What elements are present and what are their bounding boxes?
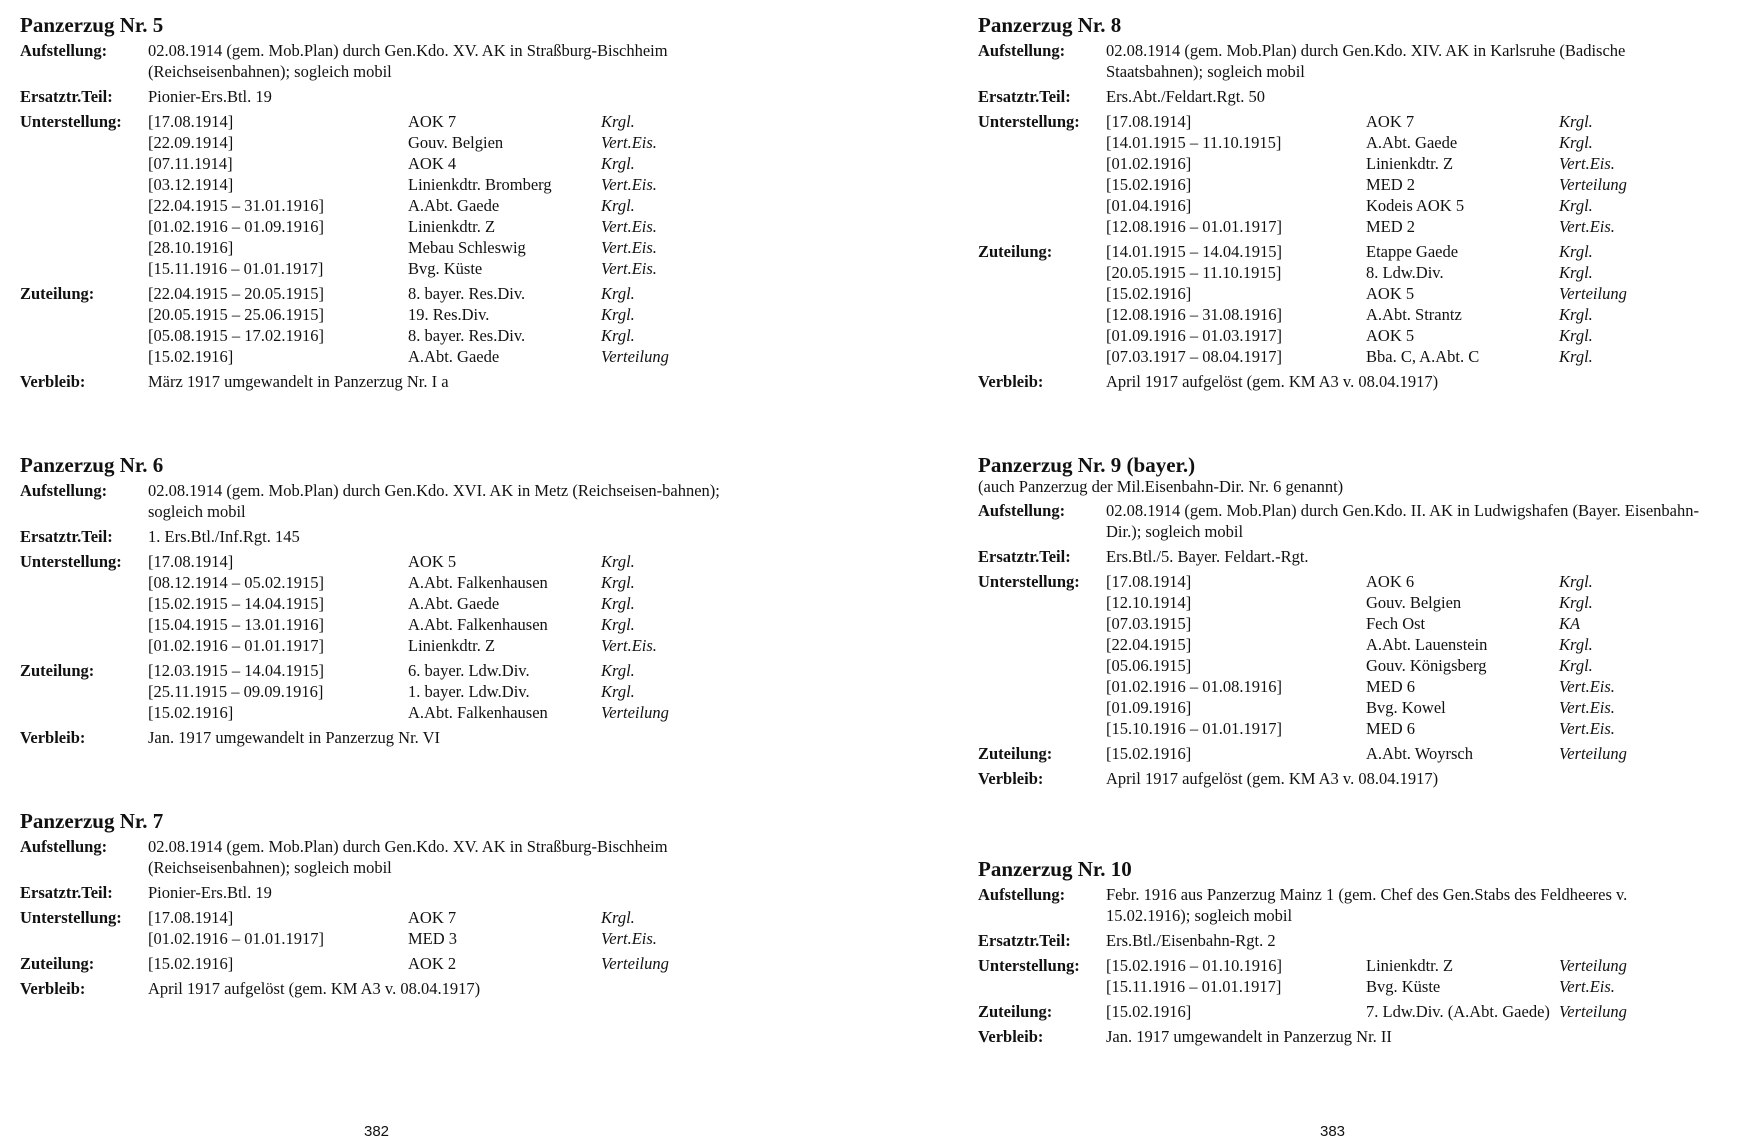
section-panzerzug	[978, 452, 1718, 793]
entry-unit: Fech Ost	[1366, 614, 1426, 633]
entry-unit: MED 6	[1366, 719, 1416, 738]
verbleib-row	[20, 371, 760, 392]
entry-source: Verteilung	[1559, 284, 1627, 303]
entry-unit: 19. Res.Div.	[408, 305, 490, 324]
section-panzerzug	[20, 452, 760, 752]
ersatztruppenteil-row	[978, 930, 1718, 951]
entry-date: [17.08.1914]	[148, 908, 234, 927]
entry-unit: A.Abt. Lauenstein	[1366, 635, 1488, 654]
ersatztruppenteil-row	[20, 526, 760, 547]
entry-unit: AOK 4	[408, 154, 457, 173]
unterstellung-entry	[148, 614, 760, 635]
zuteilung-entries	[148, 953, 760, 974]
entry-source: Vert.Eis.	[601, 259, 657, 278]
entry-date: [17.08.1914]	[148, 552, 234, 571]
entry-unit: MED 3	[408, 929, 458, 948]
entry-unit: 8. Ldw.Div.	[1366, 263, 1444, 282]
unterstellung-entry	[1106, 976, 1718, 997]
entry-unit: Bba. C, A.Abt. C	[1366, 347, 1480, 366]
section-subtitle: (auch Panzerzug der Mil.Eisenbahn-Dir. Nr. 6 genannt)	[978, 477, 1344, 496]
unterstellung-entry	[148, 237, 760, 258]
unterstellung-entry	[148, 593, 760, 614]
entry-source: Krgl.	[601, 284, 635, 303]
entry-unit: MED 2	[1366, 217, 1416, 236]
entry-source: Vert.Eis.	[601, 175, 657, 194]
entry-date: [14.01.1915 – 14.04.1915]	[1106, 242, 1282, 261]
entry-date: [25.11.1915 – 09.09.1916]	[148, 682, 324, 701]
entry-unit: A.Abt. Gaede	[1366, 133, 1458, 152]
ersatztruppenteil-label: Ersatztr.Teil:	[20, 87, 113, 106]
unterstellung-row	[978, 955, 1718, 997]
unterstellung-entry	[148, 132, 760, 153]
entry-date: [01.04.1916]	[1106, 196, 1192, 215]
unterstellung-entry	[1106, 132, 1718, 153]
unterstellung-entries	[148, 111, 760, 279]
entry-source: KA	[1559, 614, 1581, 633]
zuteilung-entry	[1106, 262, 1718, 283]
unterstellung-entry	[1106, 697, 1718, 718]
aufstellung-label: Aufstellung:	[20, 41, 108, 60]
entry-source: Krgl.	[1559, 593, 1593, 612]
unterstellung-entries	[1106, 111, 1718, 237]
zuteilung-label: Zuteilung:	[20, 661, 95, 680]
unterstellung-entries	[148, 907, 760, 949]
entry-unit: AOK 2	[408, 954, 457, 973]
unterstellung-entry	[1106, 634, 1718, 655]
unterstellung-label: Unterstellung:	[978, 956, 1080, 975]
entry-unit: AOK 5	[1366, 326, 1415, 345]
entry-date: [15.10.1916 – 01.01.1917]	[1106, 719, 1282, 738]
entry-date: [12.08.1916 – 01.01.1917]	[1106, 217, 1282, 236]
entry-date: [22.09.1914]	[148, 133, 234, 152]
zuteilung-label: Zuteilung:	[978, 1002, 1053, 1021]
unterstellung-row	[20, 551, 760, 656]
entry-date: [01.09.1916]	[1106, 698, 1192, 717]
zuteilung-entries	[1106, 743, 1718, 764]
ersatztruppenteil-row	[20, 882, 760, 903]
entry-date: [15.02.1916]	[1106, 1002, 1192, 1021]
unterstellung-entry	[1106, 676, 1718, 697]
zuteilung-entry	[148, 681, 760, 702]
zuteilung-row	[978, 241, 1718, 367]
entry-date: [22.04.1915]	[1106, 635, 1192, 654]
entry-unit: AOK 7	[1366, 112, 1415, 131]
section-title: Panzerzug Nr. 9 (bayer.)	[978, 453, 1196, 477]
entry-unit: MED 6	[1366, 677, 1416, 696]
section-title: Panzerzug Nr. 10	[978, 857, 1132, 881]
verbleib-value: März 1917 umgewandelt in Panzerzug Nr. I a	[148, 372, 449, 391]
entry-source: Krgl.	[601, 196, 635, 215]
aufstellung-row	[978, 40, 1718, 82]
verbleib-label: Verbleib:	[20, 372, 86, 391]
entry-date: [20.05.1915 – 11.10.1915]	[1106, 263, 1282, 282]
unterstellung-entry	[148, 551, 760, 572]
section-panzerzug	[978, 12, 1718, 396]
ersatztruppenteil-label: Ersatztr.Teil:	[978, 87, 1071, 106]
unterstellung-entry	[1106, 174, 1718, 195]
entry-source: Vert.Eis.	[601, 133, 657, 152]
verbleib-value: Jan. 1917 umgewandelt in Panzerzug Nr. II	[1106, 1027, 1392, 1046]
page-number-right: 383	[1320, 1123, 1346, 1140]
entry-date: [01.02.1916 – 01.01.1917]	[148, 636, 324, 655]
entry-source: Krgl.	[1559, 347, 1593, 366]
entry-date: [15.11.1916 – 01.01.1917]	[148, 259, 324, 278]
aufstellung-label: Aufstellung:	[978, 41, 1066, 60]
unterstellung-entry	[1106, 216, 1718, 237]
entry-date: [08.12.1914 – 05.02.1915]	[148, 573, 324, 592]
zuteilung-entry	[148, 304, 760, 325]
unterstellung-entry	[148, 572, 760, 593]
entry-source: Krgl.	[601, 615, 635, 634]
unterstellung-entry	[1106, 153, 1718, 174]
entry-date: [15.02.1916]	[148, 954, 234, 973]
entry-source: Vert.Eis.	[601, 929, 657, 948]
zuteilung-entries	[148, 660, 760, 723]
unterstellung-label: Unterstellung:	[20, 552, 122, 571]
entry-unit: Gouv. Königsberg	[1366, 656, 1487, 675]
entry-source: Krgl.	[1559, 635, 1593, 654]
entry-unit: AOK 7	[408, 908, 457, 927]
entry-source: Krgl.	[1559, 112, 1593, 131]
ersatztruppenteil-label: Ersatztr.Teil:	[20, 527, 113, 546]
entry-unit: Linienkdtr. Z	[408, 636, 496, 655]
aufstellung-label: Aufstellung:	[20, 837, 108, 856]
entry-source: Vert.Eis.	[1559, 977, 1615, 996]
entry-date: [15.02.1916]	[1106, 175, 1192, 194]
aufstellung-value: 02.08.1914 (gem. Mob.Plan) durch Gen.Kdo. XV. AK in Straßburg-Bischheim (Reichseisenbahnen); sogleich mobil	[148, 41, 668, 81]
verbleib-row	[20, 978, 760, 999]
entry-unit: Bvg. Küste	[408, 259, 483, 278]
entry-source: Krgl.	[601, 154, 635, 173]
entry-source: Verteilung	[601, 954, 669, 973]
unterstellung-entry	[1106, 655, 1718, 676]
entry-date: [17.08.1914]	[1106, 572, 1192, 591]
entry-unit: 8. bayer. Res.Div.	[408, 326, 526, 345]
verbleib-row	[978, 768, 1718, 789]
zuteilung-row	[978, 743, 1718, 764]
section-title: Panzerzug Nr. 8	[978, 13, 1122, 37]
entry-source: Krgl.	[1559, 263, 1593, 282]
aufstellung-row	[978, 884, 1718, 926]
unterstellung-label: Unterstellung:	[978, 572, 1080, 591]
aufstellung-row	[978, 500, 1718, 542]
zuteilung-entry	[148, 953, 760, 974]
entry-unit: A.Abt. Falkenhausen	[408, 703, 548, 722]
unterstellung-entry	[148, 111, 760, 132]
entry-source: Krgl.	[601, 661, 635, 680]
entry-date: [12.08.1916 – 31.08.1916]	[1106, 305, 1282, 324]
entry-unit: Linienkdtr. Z	[1366, 956, 1454, 975]
unterstellung-entries	[1106, 955, 1718, 997]
zuteilung-entry	[1106, 346, 1718, 367]
unterstellung-row	[978, 571, 1718, 739]
ersatztruppenteil-value: Pionier-Ers.Btl. 19	[148, 883, 272, 902]
entry-date: [05.08.1915 – 17.02.1916]	[148, 326, 324, 345]
section-title: Panzerzug Nr. 5	[20, 13, 164, 37]
verbleib-label: Verbleib:	[978, 769, 1044, 788]
entry-unit: Linienkdtr. Z	[408, 217, 496, 236]
entry-source: Verteilung	[601, 703, 669, 722]
unterstellung-entry	[1106, 718, 1718, 739]
section-panzerzug	[20, 808, 760, 1003]
aufstellung-value: 02.08.1914 (gem. Mob.Plan) durch Gen.Kdo. XIV. AK in Karlsruhe (Badische Staatsbahnen); sogleich mobil	[1106, 41, 1626, 81]
zuteilung-entries	[1106, 241, 1718, 367]
entry-source: Vert.Eis.	[1559, 217, 1615, 236]
entry-date: [07.03.1915]	[1106, 614, 1192, 633]
entry-source: Krgl.	[601, 682, 635, 701]
entry-date: [15.02.1916 – 01.10.1916]	[1106, 956, 1282, 975]
unterstellung-row	[20, 111, 760, 279]
entry-unit: Gouv. Belgien	[408, 133, 504, 152]
unterstellung-row	[20, 907, 760, 949]
entry-unit: Gouv. Belgien	[1366, 593, 1462, 612]
zuteilung-entry	[1106, 1001, 1718, 1022]
ersatztruppenteil-row	[20, 86, 760, 107]
zuteilung-entry	[1106, 743, 1718, 764]
section-panzerzug	[978, 856, 1718, 1051]
entry-date: [01.02.1916 – 01.09.1916]	[148, 217, 324, 236]
verbleib-label: Verbleib:	[978, 1027, 1044, 1046]
unterstellung-entry	[1106, 592, 1718, 613]
entry-unit: AOK 7	[408, 112, 457, 131]
entry-date: [15.02.1916]	[148, 703, 234, 722]
aufstellung-value: 02.08.1914 (gem. Mob.Plan) durch Gen.Kdo. II. AK in Ludwigshafen (Bayer. Eisenbahn-Dir.); sogleich mobil	[1106, 501, 1699, 541]
entry-source: Verteilung	[1559, 175, 1627, 194]
section-title: Panzerzug Nr. 6	[20, 453, 164, 477]
entry-source: Krgl.	[1559, 242, 1593, 261]
zuteilung-entry	[148, 283, 760, 304]
entry-source: Krgl.	[1559, 326, 1593, 345]
unterstellung-entry	[1106, 613, 1718, 634]
zuteilung-entry	[1106, 283, 1718, 304]
entry-source: Krgl.	[601, 112, 635, 131]
verbleib-value: Jan. 1917 umgewandelt in Panzerzug Nr. VI	[148, 728, 441, 747]
entry-source: Krgl.	[1559, 133, 1593, 152]
entry-source: Krgl.	[1559, 572, 1593, 591]
zuteilung-label: Zuteilung:	[978, 744, 1053, 763]
verbleib-value: April 1917 aufgelöst (gem. KM A3 v. 08.04.1917)	[148, 979, 481, 998]
entry-date: [14.01.1915 – 11.10.1915]	[1106, 133, 1282, 152]
unterstellung-entries	[1106, 571, 1718, 739]
entry-unit: A.Abt. Falkenhausen	[408, 615, 548, 634]
unterstellung-entry	[148, 216, 760, 237]
entry-date: [22.04.1915 – 31.01.1916]	[148, 196, 324, 215]
verbleib-row	[20, 727, 760, 748]
unterstellung-entry	[1106, 111, 1718, 132]
entry-unit: Linienkdtr. Bromberg	[408, 175, 552, 194]
unterstellung-entry	[148, 907, 760, 928]
verbleib-value: April 1917 aufgelöst (gem. KM A3 v. 08.04.1917)	[1106, 372, 1439, 391]
unterstellung-entry	[148, 928, 760, 949]
entry-unit: A.Abt. Gaede	[408, 594, 500, 613]
unterstellung-entry	[148, 174, 760, 195]
entry-date: [01.02.1916]	[1106, 154, 1192, 173]
entry-unit: 6. bayer. Ldw.Div.	[408, 661, 530, 680]
zuteilung-label: Zuteilung:	[20, 284, 95, 303]
unterstellung-entry	[148, 153, 760, 174]
entry-date: [15.11.1916 – 01.01.1917]	[1106, 977, 1282, 996]
entry-date: [28.10.1916]	[148, 238, 234, 257]
entry-date: [15.02.1916]	[148, 347, 234, 366]
entry-source: Verteilung	[1559, 1002, 1627, 1021]
entry-date: [07.03.1917 – 08.04.1917]	[1106, 347, 1282, 366]
aufstellung-row	[20, 40, 760, 82]
entry-unit: Mebau Schleswig	[408, 238, 526, 257]
ersatztruppenteil-row	[978, 86, 1718, 107]
unterstellung-row	[978, 111, 1718, 237]
entry-date: [01.09.1916 – 01.03.1917]	[1106, 326, 1282, 345]
entry-unit: Linienkdtr. Z	[1366, 154, 1454, 173]
entry-source: Krgl.	[601, 305, 635, 324]
unterstellung-entry	[148, 635, 760, 656]
aufstellung-value: 02.08.1914 (gem. Mob.Plan) durch Gen.Kdo. XV. AK in Straßburg-Bischheim (Reichseisenbahnen); sogleich mobil	[148, 837, 668, 877]
zuteilung-row	[20, 953, 760, 974]
aufstellung-label: Aufstellung:	[978, 885, 1066, 904]
entry-date: [17.08.1914]	[148, 112, 234, 131]
entry-date: [20.05.1915 – 25.06.1915]	[148, 305, 324, 324]
unterstellung-entry	[148, 195, 760, 216]
verbleib-value: April 1917 aufgelöst (gem. KM A3 v. 08.04.1917)	[1106, 769, 1439, 788]
entry-unit: Kodeis AOK 5	[1366, 196, 1465, 215]
entry-date: [01.02.1916 – 01.08.1916]	[1106, 677, 1282, 696]
verbleib-label: Verbleib:	[978, 372, 1044, 391]
entry-source: Vert.Eis.	[1559, 719, 1615, 738]
zuteilung-row	[20, 283, 760, 367]
zuteilung-row	[20, 660, 760, 723]
unterstellung-entries	[148, 551, 760, 656]
entry-unit: Bvg. Kowel	[1366, 698, 1446, 717]
entry-date: [15.02.1915 – 14.04.1915]	[148, 594, 324, 613]
verbleib-label: Verbleib:	[20, 979, 86, 998]
ersatztruppenteil-row	[978, 546, 1718, 567]
zuteilung-entry	[148, 702, 760, 723]
zuteilung-entry	[1106, 304, 1718, 325]
entry-date: [01.02.1916 – 01.01.1917]	[148, 929, 324, 948]
entry-source: Vert.Eis.	[1559, 698, 1615, 717]
entry-source: Krgl.	[601, 552, 635, 571]
entry-date: [15.02.1916]	[1106, 284, 1192, 303]
entry-date: [03.12.1914]	[148, 175, 234, 194]
unterstellung-label: Unterstellung:	[978, 112, 1080, 131]
zuteilung-label: Zuteilung:	[20, 954, 95, 973]
entry-source: Krgl.	[1559, 305, 1593, 324]
aufstellung-row	[20, 836, 760, 878]
entry-date: [05.06.1915]	[1106, 656, 1192, 675]
entry-unit: A.Abt. Gaede	[408, 347, 500, 366]
entry-unit: 8. bayer. Res.Div.	[408, 284, 526, 303]
entry-source: Krgl.	[1559, 196, 1593, 215]
entry-date: [22.04.1915 – 20.05.1915]	[148, 284, 324, 303]
entry-date: [07.11.1914]	[148, 154, 233, 173]
entry-unit: 7. Ldw.Div. (A.Abt. Gaede)	[1366, 1002, 1550, 1021]
entry-source: Vert.Eis.	[601, 636, 657, 655]
entry-unit: AOK 6	[1366, 572, 1415, 591]
entry-unit: Bvg. Küste	[1366, 977, 1441, 996]
ersatztruppenteil-value: 1. Ers.Btl./Inf.Rgt. 145	[148, 527, 300, 546]
ersatztruppenteil-value: Pionier-Ers.Btl. 19	[148, 87, 272, 106]
aufstellung-value: 02.08.1914 (gem. Mob.Plan) durch Gen.Kdo. XVI. AK in Metz (Reichseisen-bahnen); sogleich mobil	[148, 481, 720, 521]
entry-source: Verteilung	[1559, 744, 1627, 763]
entry-source: Krgl.	[601, 326, 635, 345]
ersatztruppenteil-label: Ersatztr.Teil:	[978, 547, 1071, 566]
verbleib-label: Verbleib:	[20, 728, 86, 747]
zuteilung-entries	[1106, 1001, 1718, 1022]
unterstellung-entry	[1106, 571, 1718, 592]
ersatztruppenteil-value: Ers.Btl./5. Bayer. Feldart.-Rgt.	[1106, 547, 1309, 566]
entry-unit: A.Abt. Gaede	[408, 196, 500, 215]
ersatztruppenteil-label: Ersatztr.Teil:	[20, 883, 113, 902]
aufstellung-value: Febr. 1916 aus Panzerzug Mainz 1 (gem. Chef des Gen.Stabs des Feldheeres v. 15.02.1916); sogleich mobil	[1106, 885, 1628, 925]
section-title: Panzerzug Nr. 7	[20, 809, 164, 833]
unterstellung-entry	[1106, 955, 1718, 976]
ersatztruppenteil-value: Ers.Abt./Feldart.Rgt. 50	[1106, 87, 1266, 106]
entry-unit: A.Abt. Woyrsch	[1366, 744, 1473, 763]
zuteilung-entry	[148, 346, 760, 367]
unterstellung-entry	[148, 258, 760, 279]
zuteilung-entry	[1106, 241, 1718, 262]
zuteilung-entry	[1106, 325, 1718, 346]
entry-date: [12.03.1915 – 14.04.1915]	[148, 661, 324, 680]
entry-date: [12.10.1914]	[1106, 593, 1192, 612]
entry-date: [17.08.1914]	[1106, 112, 1192, 131]
entry-source: Vert.Eis.	[601, 238, 657, 257]
entry-unit: AOK 5	[1366, 284, 1415, 303]
verbleib-row	[978, 1026, 1718, 1047]
aufstellung-label: Aufstellung:	[20, 481, 108, 500]
zuteilung-entry	[148, 325, 760, 346]
entry-date: [15.02.1916]	[1106, 744, 1192, 763]
unterstellung-entry	[1106, 195, 1718, 216]
entry-unit: 1. bayer. Ldw.Div.	[408, 682, 530, 701]
unterstellung-label: Unterstellung:	[20, 908, 122, 927]
entry-source: Vert.Eis.	[1559, 677, 1615, 696]
entry-source: Vert.Eis.	[1559, 154, 1615, 173]
section-panzerzug	[20, 12, 760, 396]
zuteilung-row	[978, 1001, 1718, 1022]
aufstellung-label: Aufstellung:	[978, 501, 1066, 520]
entry-source: Krgl.	[601, 573, 635, 592]
zuteilung-entry	[148, 660, 760, 681]
entry-source: Krgl.	[601, 594, 635, 613]
zuteilung-entries	[148, 283, 760, 367]
entry-unit: A.Abt. Strantz	[1366, 305, 1462, 324]
entry-unit: A.Abt. Falkenhausen	[408, 573, 548, 592]
entry-unit: AOK 5	[408, 552, 457, 571]
entry-source: Krgl.	[1559, 656, 1593, 675]
verbleib-row	[978, 371, 1718, 392]
entry-source: Verteilung	[601, 347, 669, 366]
unterstellung-label: Unterstellung:	[20, 112, 122, 131]
entry-source: Verteilung	[1559, 956, 1627, 975]
ersatztruppenteil-value: Ers.Btl./Eisenbahn-Rgt. 2	[1106, 931, 1276, 950]
page-number-left: 382	[364, 1123, 390, 1140]
entry-source: Vert.Eis.	[601, 217, 657, 236]
entry-date: [15.04.1915 – 13.01.1916]	[148, 615, 324, 634]
zuteilung-label: Zuteilung:	[978, 242, 1053, 261]
entry-unit: MED 2	[1366, 175, 1416, 194]
entry-source: Krgl.	[601, 908, 635, 927]
aufstellung-row	[20, 480, 760, 522]
entry-unit: Etappe Gaede	[1366, 242, 1459, 261]
ersatztruppenteil-label: Ersatztr.Teil:	[978, 931, 1071, 950]
